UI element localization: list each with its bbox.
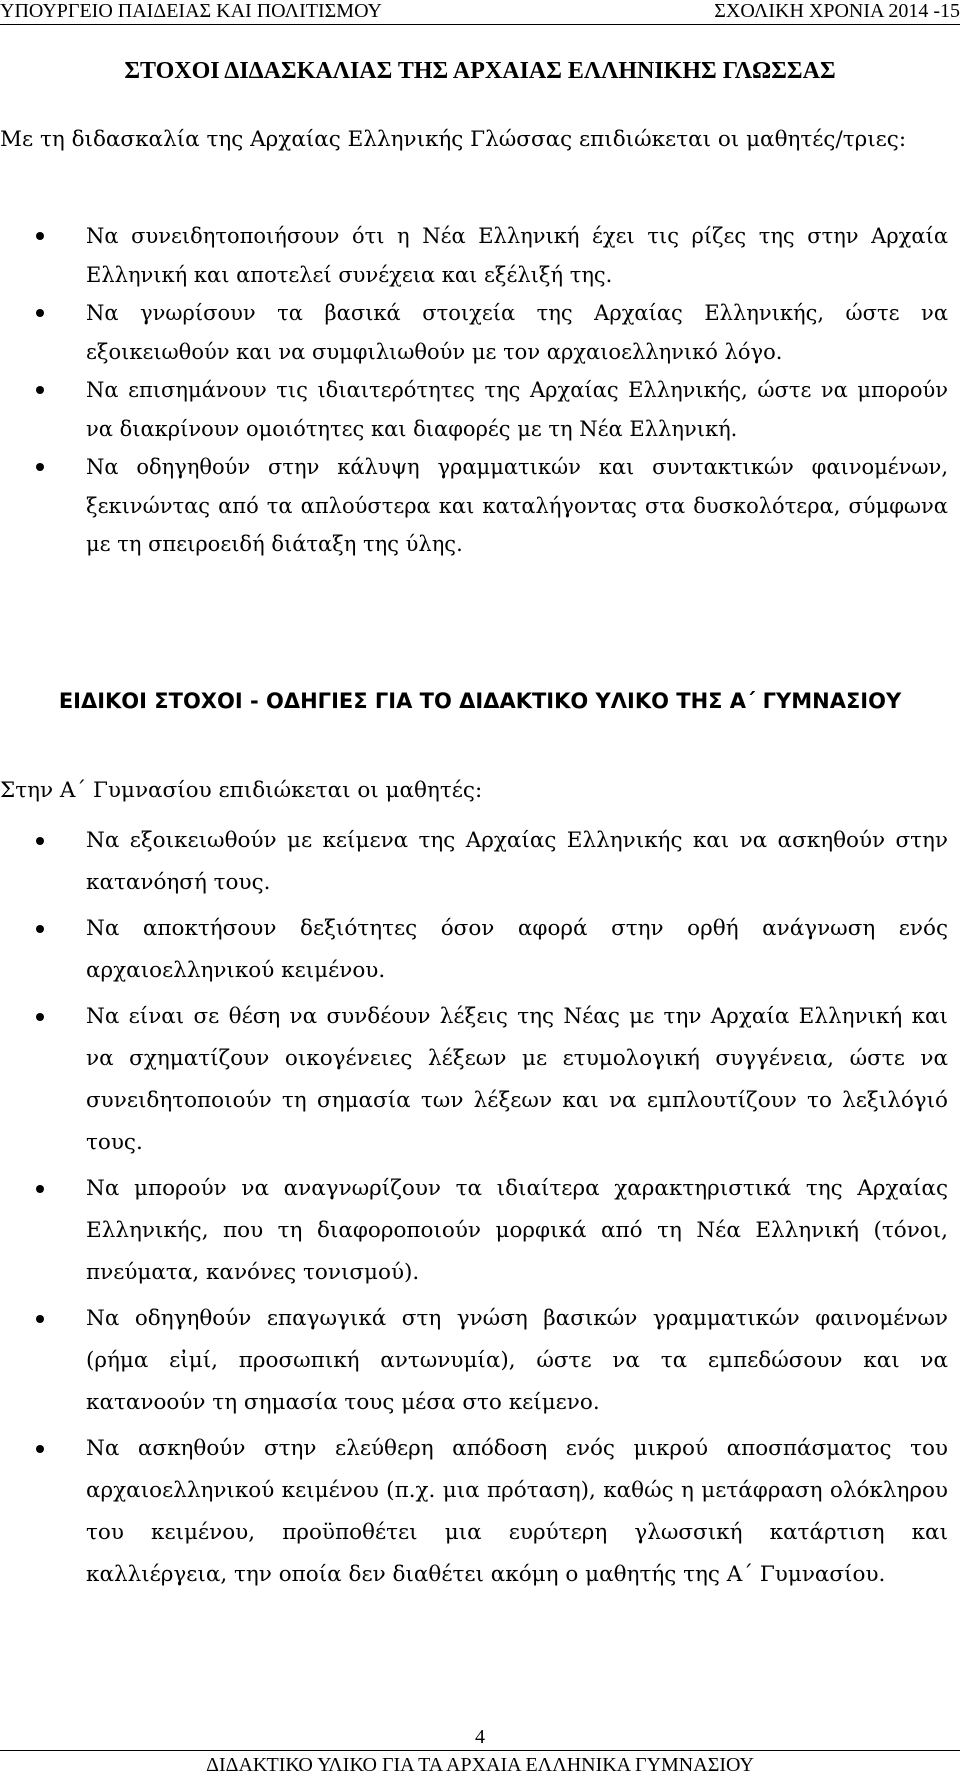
list-item-text: Να είναι σε θέση να συνδέουν λέξεις της Νέας με την Αρχαία Ελληνική και να σχηματίζουν οικογένειες λέξεων με ετυμολογική συγγένεια, ώστε να συνειδητοποιούν τη σημασία των λέξεων και να εμπλουτίζουν το λεξιλόγιό τους.	[86, 1004, 948, 1155]
bullet-icon	[36, 232, 44, 240]
bullet-icon	[36, 309, 44, 317]
page-number: 4	[475, 1726, 485, 1748]
section1-intro: Με τη διδασκαλία της Αρχαίας Ελληνικής Γλώσσας επιδιώκεται οι μαθητές/τριες:	[0, 127, 907, 152]
section2-title: ΕΙΔΙΚΟΙ ΣΤΟΧΟΙ - ΟΔΗΓΙΕΣ ΓΙΑ ΤΟ ΔΙΔΑΚΤΙΚΟ ΥΛΙΚΟ ΤΗΣ Α΄ ΓΥΜΝΑΣΙΟΥ	[58, 689, 902, 713]
bullet-icon	[36, 386, 44, 394]
list-item	[0, 1168, 948, 1294]
bullet-icon	[36, 1445, 44, 1453]
section2-goals-list	[0, 820, 948, 1600]
list-item	[0, 448, 948, 564]
list-item-text: Να μπορούν να αναγνωρίζουν τα ιδιαίτερα χαρακτηριστικά της Αρχαίας Ελληνικής, που τη διαφοροποιούν μορφικά από τη Νέα Ελληνική (τόνοι, πνεύματα, κανόνες τονισμού).	[86, 1176, 948, 1285]
list-item-text: Να επισημάνουν τις ιδιαιτερότητες της Αρχαίας Ελληνικής, ώστε να μπορούν να διακρίνουν ομοιότητες και διαφορές με τη Νέα Ελληνική.	[86, 378, 948, 441]
list-item	[0, 908, 948, 992]
list-item-text: Να εξοικειωθούν με κείμενα της Αρχαίας Ελληνικής και να ασκηθούν στην κατανόησή τους.	[86, 828, 948, 895]
section1-goals-list	[0, 217, 948, 564]
section2-subheading: Στην Α΄ Γυμνασίου επιδιώκεται οι μαθητές:	[0, 778, 483, 803]
page-header	[0, 0, 960, 25]
list-item	[0, 1298, 948, 1424]
bullet-icon	[36, 837, 44, 845]
list-item-text: Να οδηγηθούν στην κάλυψη γραμματικών και συντακτικών φαινομένων, ξεκινώντας από τα απλούστερα και καταλήγοντας στα δυσκολότερα, σύμφωνα με τη σπειροειδή διάταξη της ύλης.	[86, 455, 948, 556]
list-item	[0, 996, 948, 1164]
bullet-icon	[36, 1013, 44, 1021]
bullet-icon	[36, 463, 44, 471]
section1-title: ΣΤΟΧΟΙ ΔΙΔΑΣΚΑΛΙΑΣ ΤΗΣ ΑΡΧΑΙΑΣ ΕΛΛΗΝΙΚΗΣ ΓΛΩΣΣΑΣ	[124, 58, 836, 84]
list-item-text: Να αποκτήσουν δεξιότητες όσον αφορά στην ορθή ανάγνωση ενός αρχαιοελληνικού κειμένου.	[86, 916, 948, 983]
header-ministry: ΥΠΟΥΡΓΕΙΟ ΠΑΙΔΕΙΑΣ ΚΑΙ ΠΟΛΙΤΙΣΜΟΥ	[0, 0, 382, 22]
bullet-icon	[36, 1185, 44, 1193]
bullet-icon	[36, 925, 44, 933]
list-item	[0, 820, 948, 904]
list-item	[0, 371, 948, 448]
list-item-text: Να ασκηθούν στην ελεύθερη απόδοση ενός μικρού αποσπάσματος του αρχαιοελληνικού κειμένου (π.χ. μια πρόταση), καθώς η μετάφραση ολόκληρου του κειμένου, προϋποθέτει μια ευρύτερη γλωσσική κατάρτιση και καλλιέργεια, την οποία δεν διαθέτει ακόμη ο μαθητής της Α΄ Γυμνασίου.	[86, 1436, 948, 1587]
list-item	[0, 1428, 948, 1596]
list-item	[0, 294, 948, 371]
page-footer: ΔΙΔΑΚΤΙΚΟ ΥΛΙΚΟ ΓΙΑ ΤΑ ΑΡΧΑΙΑ ΕΛΛΗΝΙΚΑ ΓΥΜΝΑΣΙΟΥ	[0, 1750, 960, 1781]
list-item-text: Να συνειδητοποιήσουν ότι η Νέα Ελληνική έχει τις ρίζες της στην Αρχαία Ελληνική και αποτελεί συνέχεια και εξέλιξή της.	[86, 224, 948, 287]
bullet-icon	[36, 1315, 44, 1323]
header-school-year: ΣΧΟΛΙΚΗ ΧΡΟΝΙΑ 2014 -15	[714, 0, 960, 22]
list-item-text: Να οδηγηθούν επαγωγικά στη γνώση βασικών γραμματικών φαινομένων (ρήμα εἰμί, προσωπική αντωνυμία), ώστε να τα εμπεδώσουν και να κατανοούν τη σημασία τους μέσα στο κείμενο.	[86, 1306, 948, 1415]
list-item	[0, 217, 948, 294]
list-item-text: Να γνωρίσουν τα βασικά στοιχεία της Αρχαίας Ελληνικής, ώστε να εξοικειωθούν και να συμφιλιωθούν με τον αρχαιοελληνικό λόγο.	[86, 301, 948, 364]
